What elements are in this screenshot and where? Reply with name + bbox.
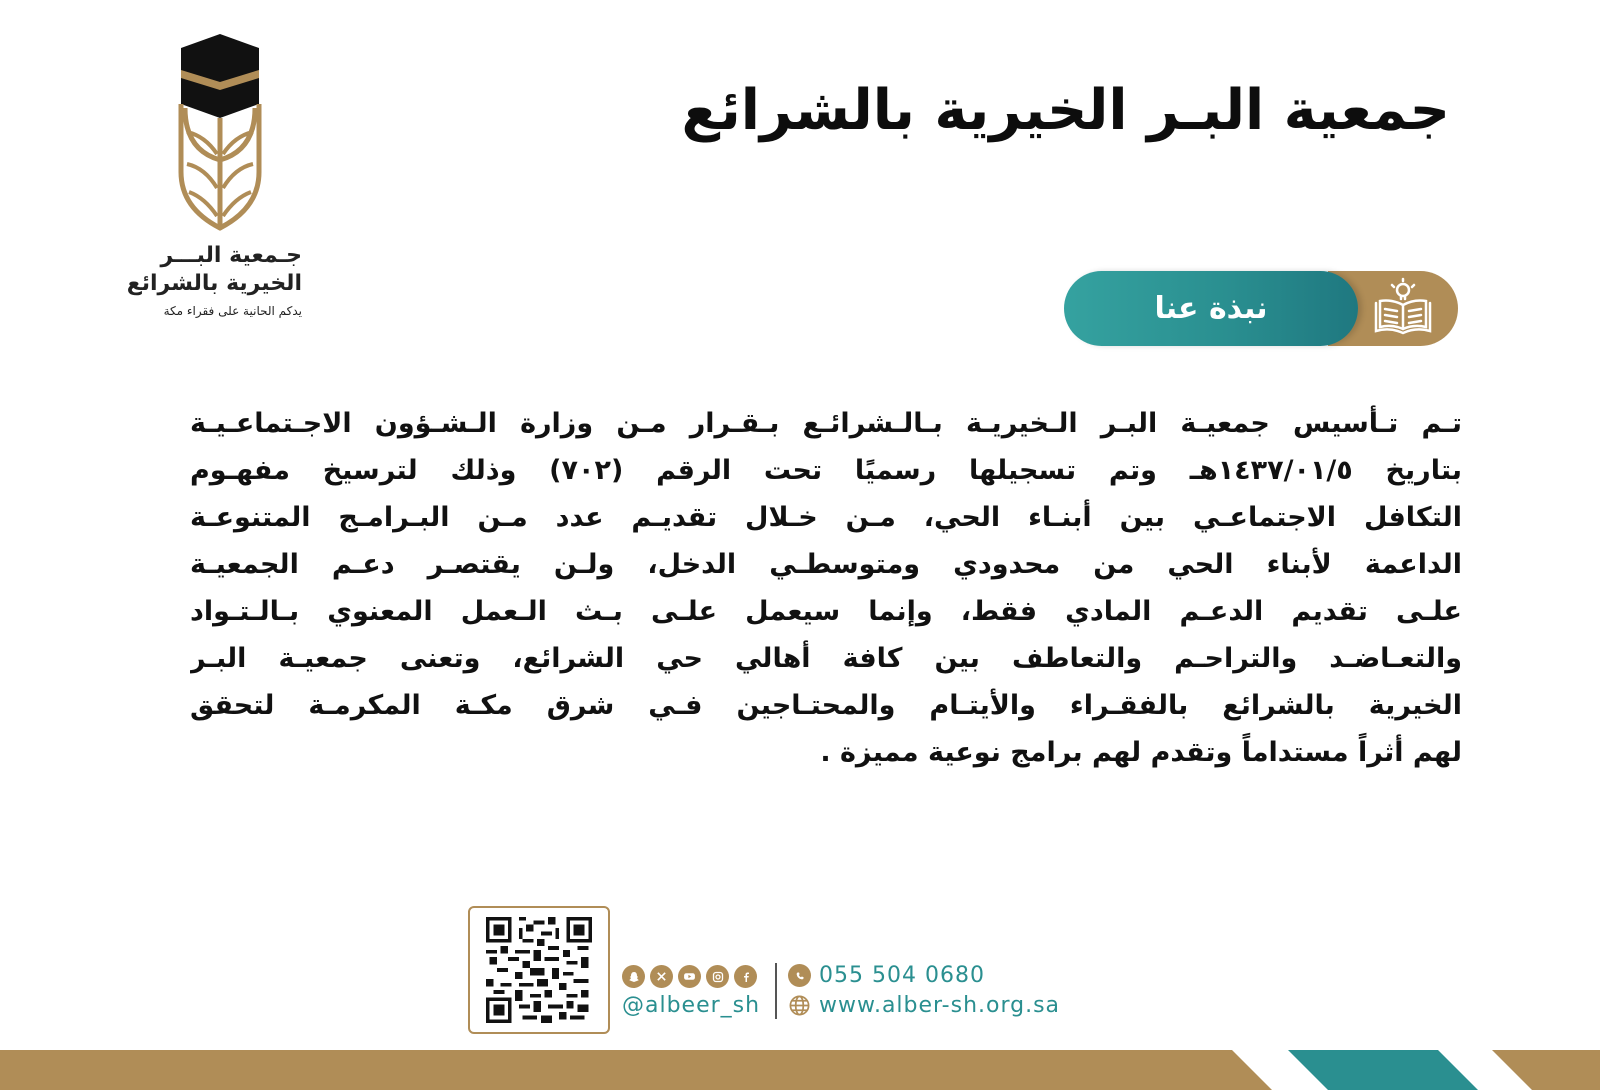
footer-divider bbox=[775, 963, 777, 1019]
about-line: لهم أثراً مستداماً وتقدم لهم برامج نوعية مميزة . bbox=[820, 737, 1462, 768]
about-line: الداعمة لأبناء الحي من محدودي ومتوسطـي الدخل، ولـن يقتصـر دعـم الجمعيـة bbox=[190, 549, 1462, 580]
badge-teal-segment bbox=[1064, 271, 1358, 346]
about-line: التكافل الاجتماعـي بين أبنـاء الحي، مـن خـلال تقديـم عدد مـن البـرامـج المتنوعـة bbox=[190, 502, 1462, 533]
youtube-icon[interactable] bbox=[678, 965, 701, 988]
website-contact[interactable] bbox=[788, 993, 1060, 1018]
logo-wordmark bbox=[102, 242, 302, 318]
x-icon[interactable] bbox=[650, 965, 673, 988]
kaaba-wheat-logo-icon bbox=[175, 32, 265, 232]
logo-line-1: جـمعية البـــر bbox=[160, 243, 302, 268]
association-logo bbox=[120, 32, 320, 332]
about-line: بتاريخ ١٤٣٧/٠١/٥هـ وتم تسجيلها رسميًا تحت الرقم (٧٠٢) وذلك لترسيخ مفهـوم bbox=[190, 455, 1462, 486]
phone-number[interactable]: 055 504 0680 bbox=[819, 963, 985, 988]
about-line: والتعـاضـد والتراحـم والتعاطف بين كافة أهالي حي الشرائع، وتعنى جمعيـة البـر bbox=[190, 643, 1462, 674]
about-us-badge bbox=[1064, 271, 1458, 346]
facebook-icon[interactable] bbox=[734, 965, 757, 988]
logo-line-2: الخيرية بالشرائع bbox=[126, 271, 302, 296]
social-icons bbox=[622, 965, 757, 988]
website-url[interactable]: www.alber-sh.org.sa bbox=[819, 993, 1061, 1018]
footer-decorative-band bbox=[0, 1050, 1600, 1090]
page-title: جمعية البـر الخيرية بالشرائع bbox=[681, 78, 1450, 143]
about-us-label: نبذة عنا bbox=[1154, 291, 1268, 326]
book-lightbulb-icon bbox=[1370, 277, 1436, 339]
logo-tagline: يدكم الحانية على فقراء مكة bbox=[163, 304, 302, 318]
phone-contact[interactable] bbox=[788, 963, 985, 988]
qr-code[interactable] bbox=[468, 906, 610, 1034]
instagram-icon[interactable] bbox=[706, 965, 729, 988]
about-paragraph bbox=[190, 400, 1462, 776]
about-line: علـى تقديم الدعـم المادي فقط، وإنما سيعمل علـى بـث الـعمل المعنوي بـالـتـواد bbox=[190, 596, 1462, 627]
snapchat-icon[interactable] bbox=[622, 965, 645, 988]
about-line: الخيرية بالشرائع بالفقـراء والأيتـام والمحتـاجين فـي شرق مكـة المكرمـة لتحقق bbox=[190, 690, 1462, 721]
globe-icon bbox=[788, 994, 811, 1017]
qr-code-icon bbox=[483, 917, 595, 1023]
about-line: تـم تـأسيس جمعيـة البـر الـخيريـة بـالـشرائـع بـقـرار مـن وزارة الـشـؤون الاجـتماعـيـة bbox=[190, 408, 1462, 439]
social-handle[interactable]: @albeer_sh bbox=[622, 993, 761, 1018]
whatsapp-icon bbox=[788, 964, 811, 987]
